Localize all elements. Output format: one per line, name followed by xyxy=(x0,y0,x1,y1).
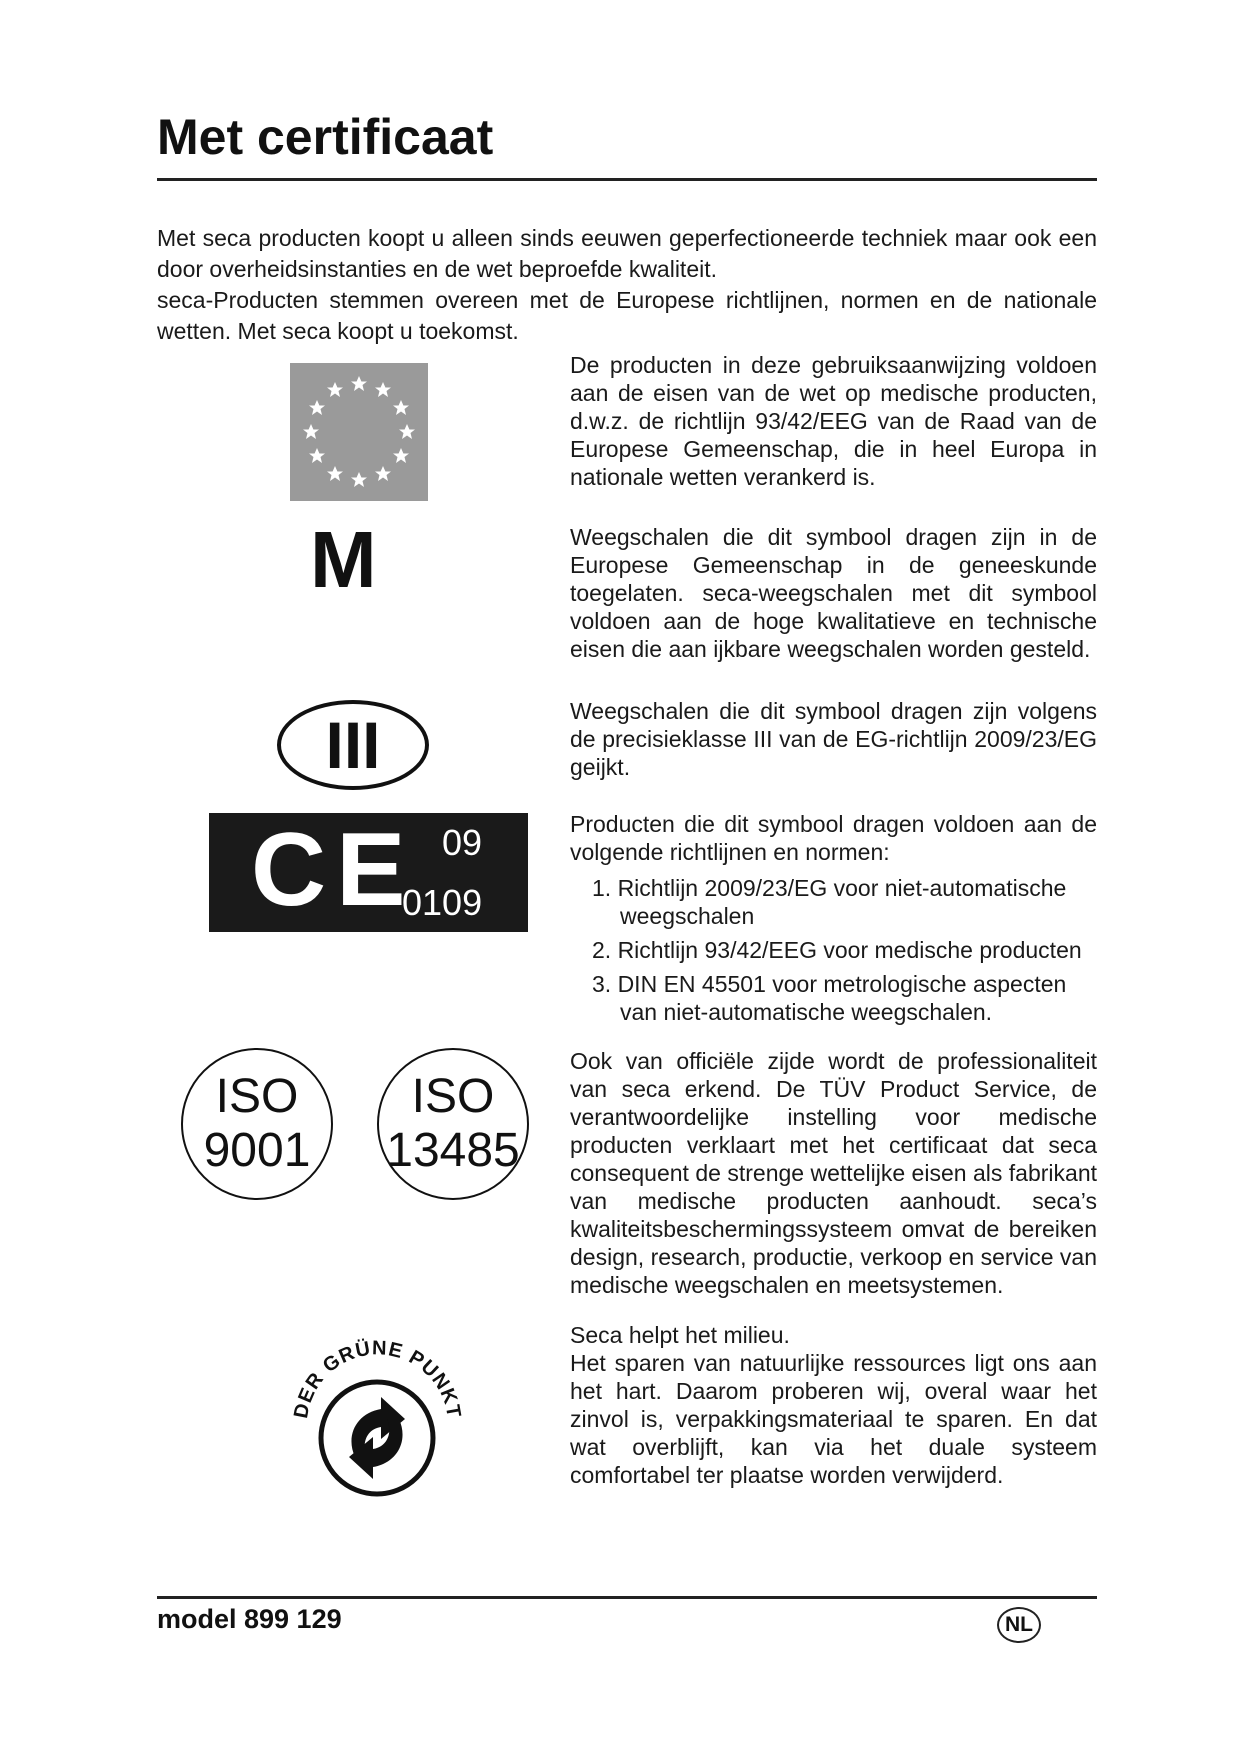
class-section xyxy=(570,697,1097,781)
list-item: 2. Richtlijn 93/42/EEG voor medische producten xyxy=(592,937,1082,963)
environment-heading: Seca helpt het milieu. xyxy=(570,1322,790,1348)
title-rule xyxy=(157,178,1097,181)
class-text: Weegschalen die dit symbool dragen zijn volgens de precisieklasse III van de EG-richtlijn 2009/23/EG geijkt. xyxy=(570,698,1097,780)
ce-number: 0109 xyxy=(402,882,483,923)
ce-letters: CE xyxy=(251,812,416,928)
environment-section xyxy=(570,1321,1097,1489)
iso-9001-icon xyxy=(181,1048,333,1200)
eu-section xyxy=(570,351,1097,491)
ce-directives-list xyxy=(570,874,1097,1026)
iso-text: Ook van officiële zijde wordt de professionaliteit van seca erkend. De TÜV Product Service, de verantwoordelijke instelling voor medische producten verklaart met het certificaat dat seca consequent de strenge wettelijke eisen als fabrikant van medische producten aanhoudt. seca’s kwaliteitsbeschermingssysteem omvat de bereiken design, research, productie, verkoop en service van medische weegschalen en meetsystemen. xyxy=(570,1048,1097,1298)
m-mark-icon: M xyxy=(310,515,377,604)
model-number: model 899 129 xyxy=(157,1604,342,1634)
language-badge: NL xyxy=(997,1607,1041,1643)
m-text: Weegschalen die dit symbool dragen zijn in de Europese Gemeenschap in de geneeskunde toegelaten. seca-weegschalen met dit symbool voldoen aan de hoge kwalitatieve en technische eisen die aan ijkbare weegschalen worden gesteld. xyxy=(570,524,1097,662)
ce-notified-body: 09 xyxy=(442,822,483,863)
list-item: 3. DIN EN 45501 voor metrologische aspecten van niet-automatische weegschalen. xyxy=(592,971,1067,1025)
iso-13485-label: ISO xyxy=(411,1070,495,1123)
iso-13485-icon xyxy=(377,1048,529,1200)
m-section xyxy=(570,523,1097,663)
svg-text:DER GRÜNE PUNKT: DER GRÜNE PUNKT xyxy=(290,1337,465,1421)
list-item: 1. Richtlijn 2009/23/EG voor niet-automatische weegschalen xyxy=(592,875,1067,929)
footer-rule xyxy=(157,1596,1097,1599)
iso-9001-label: ISO xyxy=(215,1070,299,1123)
environment-text: Het sparen van natuurlijke ressources ligt ons aan het hart. Daarom proberen wij, overal waar het zinvol is, verpakkingsmateriaal te sparen. En dat wat overblijft, kan via het duale systeem comfortabel ter plaatse worden verwijderd. xyxy=(570,1350,1097,1488)
gruene-punkt-icon xyxy=(285,1335,470,1500)
eu-text: De producten in deze gebruiksaanwijzing voldoen aan de eisen van de wet op medische producten, d.w.z. de richtlijn 93/42/EEG van de Raad van de Europese Gemeenschap, die in heel Europa in nationale wetten verankerd is. xyxy=(570,352,1097,490)
ce-intro: Producten die dit symbool dragen voldoen aan de volgende richtlijnen en normen: xyxy=(570,811,1097,865)
intro-paragraph-2: seca-Producten stemmen overeen met de Europese richtlijnen, normen en de nationale wetten. Met seca koopt u toekomst. xyxy=(157,287,1097,344)
eu-flag-icon xyxy=(290,363,428,501)
ce-mark-icon xyxy=(209,813,528,932)
iso-13485-number: 13485 xyxy=(386,1124,520,1177)
intro-text xyxy=(157,223,1097,347)
intro-paragraph-1: Met seca producten koopt u alleen sinds eeuwen geperfectioneerde techniek maar ook een door overheidsinstanties en de wet beproefde kwaliteit. xyxy=(157,225,1097,282)
ce-section xyxy=(570,810,1097,1026)
class-iii-icon: III xyxy=(277,700,429,790)
iso-9001-number: 9001 xyxy=(203,1124,311,1177)
iso-section xyxy=(570,1047,1097,1299)
page-title: Met certificaat xyxy=(157,109,494,165)
